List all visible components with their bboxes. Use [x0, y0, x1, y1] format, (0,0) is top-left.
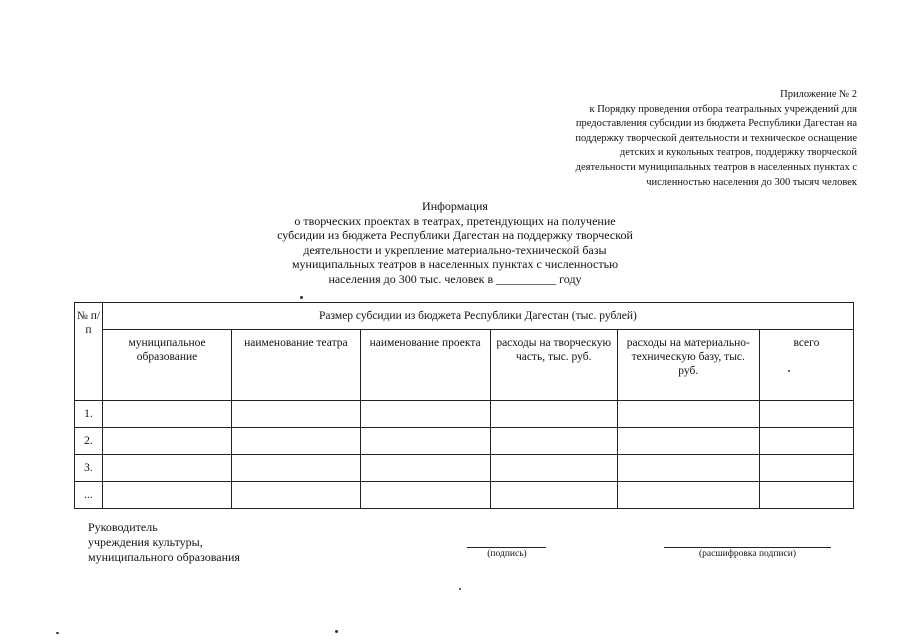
col-header-total: всего [759, 330, 853, 401]
signature-line [467, 547, 546, 548]
table-row [75, 428, 854, 455]
scan-speck [300, 296, 303, 299]
col-header-material-costs: расходы на материально-техническую базу, тыс. руб. [617, 330, 759, 401]
appendix-line: численностью населения до 300 тысяч человек [646, 176, 857, 188]
title-heading: Информация [422, 199, 488, 213]
title-line: муниципальных театров в населенных пунктах с численностью [291, 257, 619, 272]
table-cell [759, 455, 853, 482]
table-cell [617, 428, 759, 455]
table-row [75, 455, 854, 482]
scan-speck [335, 630, 338, 633]
table-cell [617, 401, 759, 428]
decoding-line [664, 547, 831, 548]
num-header-label: № п/п [76, 310, 101, 336]
col-header-project: наименование проекта [360, 330, 490, 401]
table-cell [102, 482, 231, 509]
table-cell [232, 482, 360, 509]
table-cell [759, 482, 853, 509]
signer-line: Руководитель [88, 520, 158, 534]
table-row [75, 482, 854, 509]
table-cell [360, 428, 490, 455]
appendix-line: деятельности муниципальных театров в населенных пунктах с [575, 161, 857, 173]
col-header-municipality: муниципальное образование [102, 330, 231, 401]
decoding-caption: (расшифровка подписи) [699, 549, 796, 559]
title-line: субсидии из бюджета Республики Дагестан на поддержку творческой [277, 228, 633, 243]
table-cell [102, 428, 231, 455]
scan-speck [459, 588, 461, 590]
signer-line: муниципального образования [88, 550, 240, 564]
scan-speck [56, 632, 59, 634]
table-cell [490, 428, 617, 455]
table-cell [232, 455, 360, 482]
appendix-line: поддержку творческой деятельности и техническое оснащение [575, 132, 857, 144]
appendix-line: предоставления субсидии из бюджета Республики Дагестан на [575, 118, 857, 130]
num-header [75, 303, 103, 401]
title-line: населения до 300 тыс. человек в __________ году [328, 271, 582, 286]
table-cell [490, 482, 617, 509]
row-number: 1. [75, 401, 103, 428]
table-row [75, 401, 854, 428]
title-line: деятельности и укрепление материально-технической базы [303, 242, 607, 257]
table-cell [360, 455, 490, 482]
signer-line: учреждения культуры, [88, 535, 203, 549]
signer-block [88, 520, 240, 565]
table-cell [232, 428, 360, 455]
appendix-line: детских и кукольных театров, поддержку творческой [619, 147, 857, 159]
table-cell [617, 482, 759, 509]
table-cell [759, 401, 853, 428]
table-cell [232, 401, 360, 428]
title-line: о творческих проектах в театрах, претендующих на получение [294, 213, 616, 228]
scan-speck [788, 370, 790, 372]
table-cell [102, 401, 231, 428]
table-cell [617, 455, 759, 482]
row-number: 2. [75, 428, 103, 455]
table-cell [490, 455, 617, 482]
main-header: Размер субсидии из бюджета Республики Дагестан (тыс. рублей) [102, 303, 853, 330]
table-cell [490, 401, 617, 428]
appendix-line: к Порядку проведения отбора театральных учреждений для [589, 103, 857, 115]
subsidy-table [74, 302, 854, 509]
table-cell [759, 428, 853, 455]
document-title [230, 199, 680, 287]
table-subheader-row [75, 330, 854, 401]
appendix-line: Приложение № 2 [780, 89, 857, 100]
table-cell [102, 455, 231, 482]
signature-caption: (подпись) [487, 549, 527, 559]
row-number: ... [75, 482, 103, 509]
col-header-theatre: наименование театра [232, 330, 360, 401]
table-cell [360, 401, 490, 428]
appendix-header [575, 88, 857, 190]
table-header-row [75, 303, 854, 330]
col-header-creative-costs: расходы на творческую часть, тыс. руб. [490, 330, 617, 401]
table-cell [360, 482, 490, 509]
row-number: 3. [75, 455, 103, 482]
